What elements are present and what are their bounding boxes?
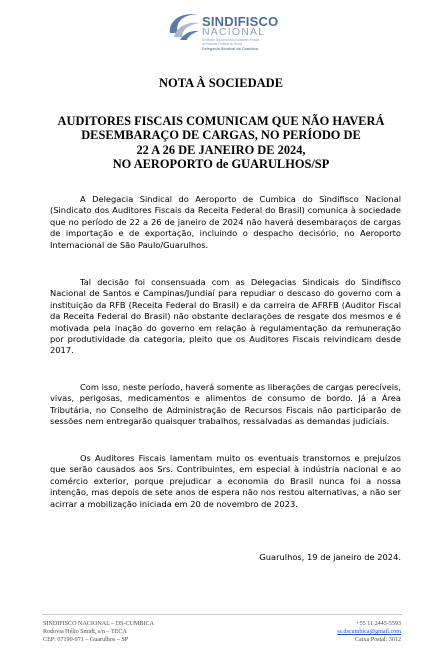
logo-tagline-3: Delegacia Sindical de Cumbica [202, 47, 258, 51]
headline-line: AUDITORES FISCAIS COMUNICAM QUE NÃO HAVERÁ [57, 114, 385, 128]
logo-subtitle: NACIONAL [202, 26, 266, 38]
logo-name: SINDIFISCO [202, 14, 279, 29]
footer-address-line: CEP: 07190-971 – Guarulhos – SP [43, 637, 129, 644]
swoosh-logo-icon [166, 7, 206, 47]
logo-tagline-1: Sindicato Nacional dos Auditores Fiscais [202, 38, 260, 42]
headline-line: NO AEROPORTO de GUARULHOS/SP [112, 156, 330, 171]
footer-divider [42, 614, 402, 615]
paragraph-2: Tal decisão foi consensuada com as Delegacias Sindicais do Sindifisco Nacional de Santos e Campinas/Jundiaí para repudiar o descaso do governo com a instituição da RFB (Receita Federal do Brasil) e da carreira de AFRFB (Auditor Fiscal da Receita Federal do Brasil) não obstante declarações de resgate dos mesmos e é motivada pela inação do governo em relação à regulamentação da remuneração por produtividade da categoria, pleito que os Auditores Fiscais reivindicam desde 2017. [50, 277, 401, 356]
footer-email-link[interactable]: ss.dscumbica@gmail.com [337, 629, 401, 636]
paragraph-4: Os Auditores Fiscais lamentam muito os eventuais transtornos e prejuízos que serão causados aos Srs. Contribuintes, em especial à indústria nacional e ao comércio exterior, porque prejudicar a economia do Brasil nunca foi a nossa intenção, mas depois de sete anos de espera não nos restou alternativas, a não ser acirrar a mobilização iniciada em 20 de novembro de 2023. [50, 453, 401, 509]
footer-address [43, 620, 154, 645]
footer-contact [337, 620, 401, 645]
footer-address-line: SINDIFISCO NACIONAL – DS-CUMBICA [43, 621, 154, 627]
document-heading: NOTA À SOCIEDADE [158, 76, 284, 90]
logo-tagline-2: da Receita Federal do Brasil [202, 42, 243, 46]
headline-line: 22 A 26 DE JANEIRO DE 2024, [136, 142, 306, 157]
headline-line: DESEMBARAÇO DE CARGAS, NO PERÍODO DE [81, 128, 361, 143]
paragraph-1: A Delegacia Sindical do Aeroporto de Cumbica do Sindifisco Nacional (Sindicato dos Auditores Fiscais da Receita Federal do Brasil) comunica à sociedade que no período de 22 a 26 de janeiro de 2024 não haverá desembaraços de cargas de importação e de exportação, incluindo o despacho decisório, no Aeroporto Internacional de São Paulo/Guarulhos. [50, 194, 401, 250]
sindifisco-logo [166, 7, 288, 53]
footer-po-box: Caixa Postal: 3012 [354, 637, 401, 644]
headline [20, 114, 422, 171]
date-line: Guarulhos, 19 de janeiro de 2024. [259, 552, 401, 562]
footer-phone: +55 11 2445-5593 [356, 621, 401, 627]
footer-address-line: Rodovia Hélio Smidt, s/n – TECA [43, 629, 127, 636]
paragraph-3: Com isso, neste período, haverá somente as liberações de cargas perecíveis, vivas, perigosas, medicamentos e alimentos de consumo de bordo. Já a Área Tributária, no Conselho de Administração de Recursos Fiscais não participarão de sessões nem entregarão quaisquer trabalhos, ressalvadas as demandas judiciais. [50, 382, 401, 427]
